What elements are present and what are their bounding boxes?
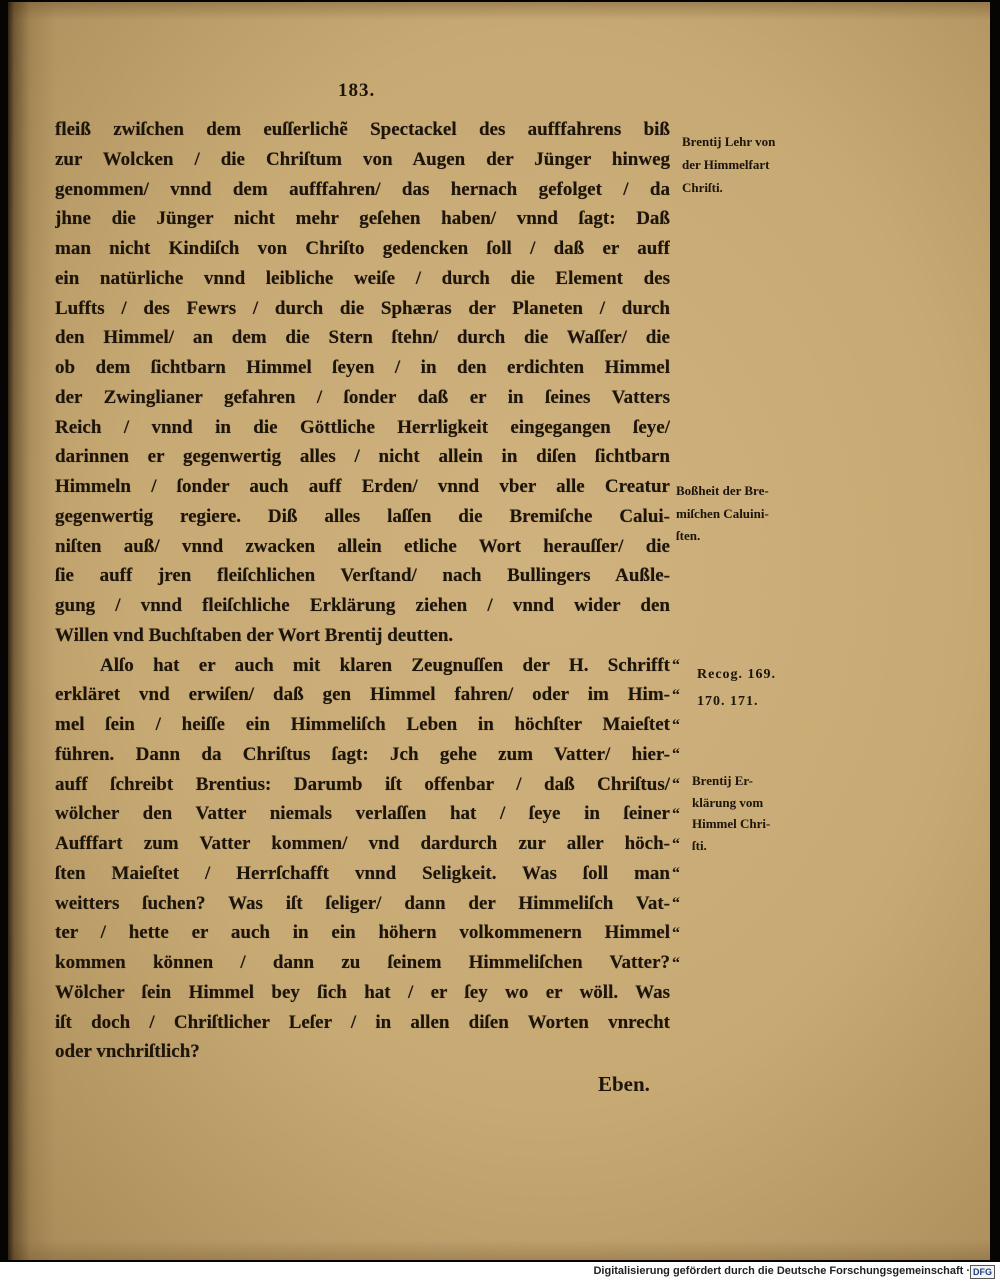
funding-notice: Digitalisierung gefördert durch die Deutsche Forschungsgemeinschaft · xyxy=(593,1265,970,1277)
text-line: ein natürliche vnnd leibliche weiſe / durch die Element des xyxy=(55,267,670,289)
text-line: gegenwertig regiere. Diß alles laſſen die Bremiſche Calui- xyxy=(55,505,670,527)
quotation-mark: “ xyxy=(672,686,680,704)
dfg-logo-icon: DFG xyxy=(970,1265,995,1279)
quotation-mark: “ xyxy=(672,924,680,942)
text-line: Aufffart zum Vatter kommen/ vnd dardurch zur aller höch- xyxy=(55,833,670,854)
text-line: der Zwinglianer gefahren / ſonder daß er in ſeines Vatters xyxy=(55,386,670,408)
margin-note-bossheit xyxy=(676,480,769,548)
margin-note-line: Recog. 169. xyxy=(697,667,777,682)
text-line: genommen/ vnnd dem aufffahren/ das hernach gefolget / da xyxy=(55,178,670,200)
page-number: 183. xyxy=(338,80,376,101)
text-line: ter / hette er auch in ein höhern volkommenern Himmel xyxy=(55,922,670,944)
margin-note-brentij-erklaerung xyxy=(692,770,770,856)
text-line: man nicht Kindiſch von Chriſto gedencken ſoll / daß er auff xyxy=(55,238,670,259)
text-line: jhne die Jünger nicht mehr geſehen haben/ vnnd ſagt: Daß xyxy=(55,208,670,230)
text-line: ſten Maieſtet / Herrſchafft vnnd Seligkeit. Was ſoll man xyxy=(55,862,670,884)
text-line: führen. Dann da Chriſtus ſagt: Jch gehe zum Vatter/ hier- xyxy=(55,743,670,765)
quotation-mark: “ xyxy=(672,657,680,674)
text-line: mel ſein / heiſſe ein Himmeliſch Leben in höchſter Maieſtet xyxy=(55,714,670,735)
text-line: darinnen er gegenwertig alles / nicht allein in diſen ſichtbarn xyxy=(55,446,670,468)
text-line: zur Wolcken / die Chriſtum von Augen der Jünger hinweg xyxy=(55,148,670,170)
quotation-mark: “ xyxy=(672,805,680,823)
text-line: iſt doch / Chriſtlicher Leſer / in allen diſen Worten vnrecht xyxy=(55,1011,670,1033)
book-page xyxy=(8,2,990,1260)
text-line: wölcher den Vatter niemals verlaſſen hat / ſeye in ſeiner xyxy=(55,803,670,825)
margin-note-line: Chriſti. xyxy=(682,180,723,195)
quotation-mark: “ xyxy=(672,835,680,853)
paragraph-start-line: Alſo hat er auch mit klaren Zeugnuſſen der H. Schrifft xyxy=(100,654,670,676)
text-line: weitters ſuchen? Was iſt ſeliger/ dann der Himmeliſch Vat- xyxy=(55,892,670,914)
margin-note-recog xyxy=(697,661,776,715)
body-text xyxy=(55,115,670,1067)
paragraph-end-line: oder vnchriſtlich? xyxy=(55,1041,200,1063)
margin-note-line: ſten. xyxy=(676,528,701,543)
margin-note-line: miſchen Caluini- xyxy=(676,505,769,521)
margin-note-line: 170. 171. xyxy=(697,694,759,709)
quotation-mark: “ xyxy=(672,716,680,734)
quotation-mark: “ xyxy=(672,746,680,764)
margin-note-line: Brentij Er- xyxy=(692,773,754,788)
text-line: Luffts / des Fewrs / durch die Sphæras der Planeten / durch xyxy=(55,297,670,319)
text-line: ſie auff jren fleiſchlichen Verſtand/ nach Bullingers Außle- xyxy=(55,565,670,587)
text-line: gung / vnnd fleiſchliche Erklärung ziehen / vnnd wider den xyxy=(55,595,670,616)
margin-note-line: der Himmelfart xyxy=(682,157,770,172)
quotation-mark: “ xyxy=(672,776,680,793)
text-line: fleiß zwiſchen dem euſſerlichẽ Spectackel des aufffahrens biß xyxy=(55,119,670,140)
text-line: niſten auß/ vnnd zwacken allein etliche Wort herauſſer/ die xyxy=(55,535,670,557)
paragraph-end-line: Willen vnd Buchſtaben der Wort Brentij deutten. xyxy=(55,624,454,646)
text-line: ob dem ſichtbarn Himmel ſeyen / in den erdichten Himmel xyxy=(55,357,670,378)
margin-note-line: ſti. xyxy=(692,837,707,853)
funding-footer xyxy=(0,1262,1000,1282)
margin-note-line: Himmel Chri- xyxy=(692,816,771,831)
text-line: Himmeln / ſonder auch auff Erden/ vnnd vber alle Creatur xyxy=(55,476,670,497)
text-line: auff ſchreibt Brentius: Darumb iſt offenbar / daß Chriſtus/ xyxy=(55,773,670,795)
text-line: Wölcher ſein Himmel bey ſich hat / er ſey wo er wöll. Was xyxy=(55,981,670,1003)
quotation-mark: “ xyxy=(672,954,680,972)
quotation-mark: “ xyxy=(672,865,680,883)
catchword: Eben. xyxy=(598,1072,650,1096)
text-line: kommen können / dann zu ſeinem Himmeliſchen Vatter? xyxy=(55,952,670,973)
quotation-marks-column xyxy=(672,651,692,978)
margin-note-line: Brentij Lehr von xyxy=(682,134,776,149)
text-line: Reich / vnnd in die Göttliche Herrligkeit eingegangen ſeye/ xyxy=(55,416,670,438)
quotation-mark: “ xyxy=(672,895,680,912)
text-line: erkläret vnd erwiſen/ daß gen Himmel fahren/ oder im Him- xyxy=(55,684,670,706)
text-line: den Himmel/ an dem die Stern ſtehn/ durch die Waſſer/ die xyxy=(55,327,670,349)
margin-note-line: klärung vom xyxy=(692,794,764,810)
margin-note-line: Boßheit der Bre- xyxy=(676,483,769,498)
margin-note-brentij-lehr xyxy=(682,130,775,199)
